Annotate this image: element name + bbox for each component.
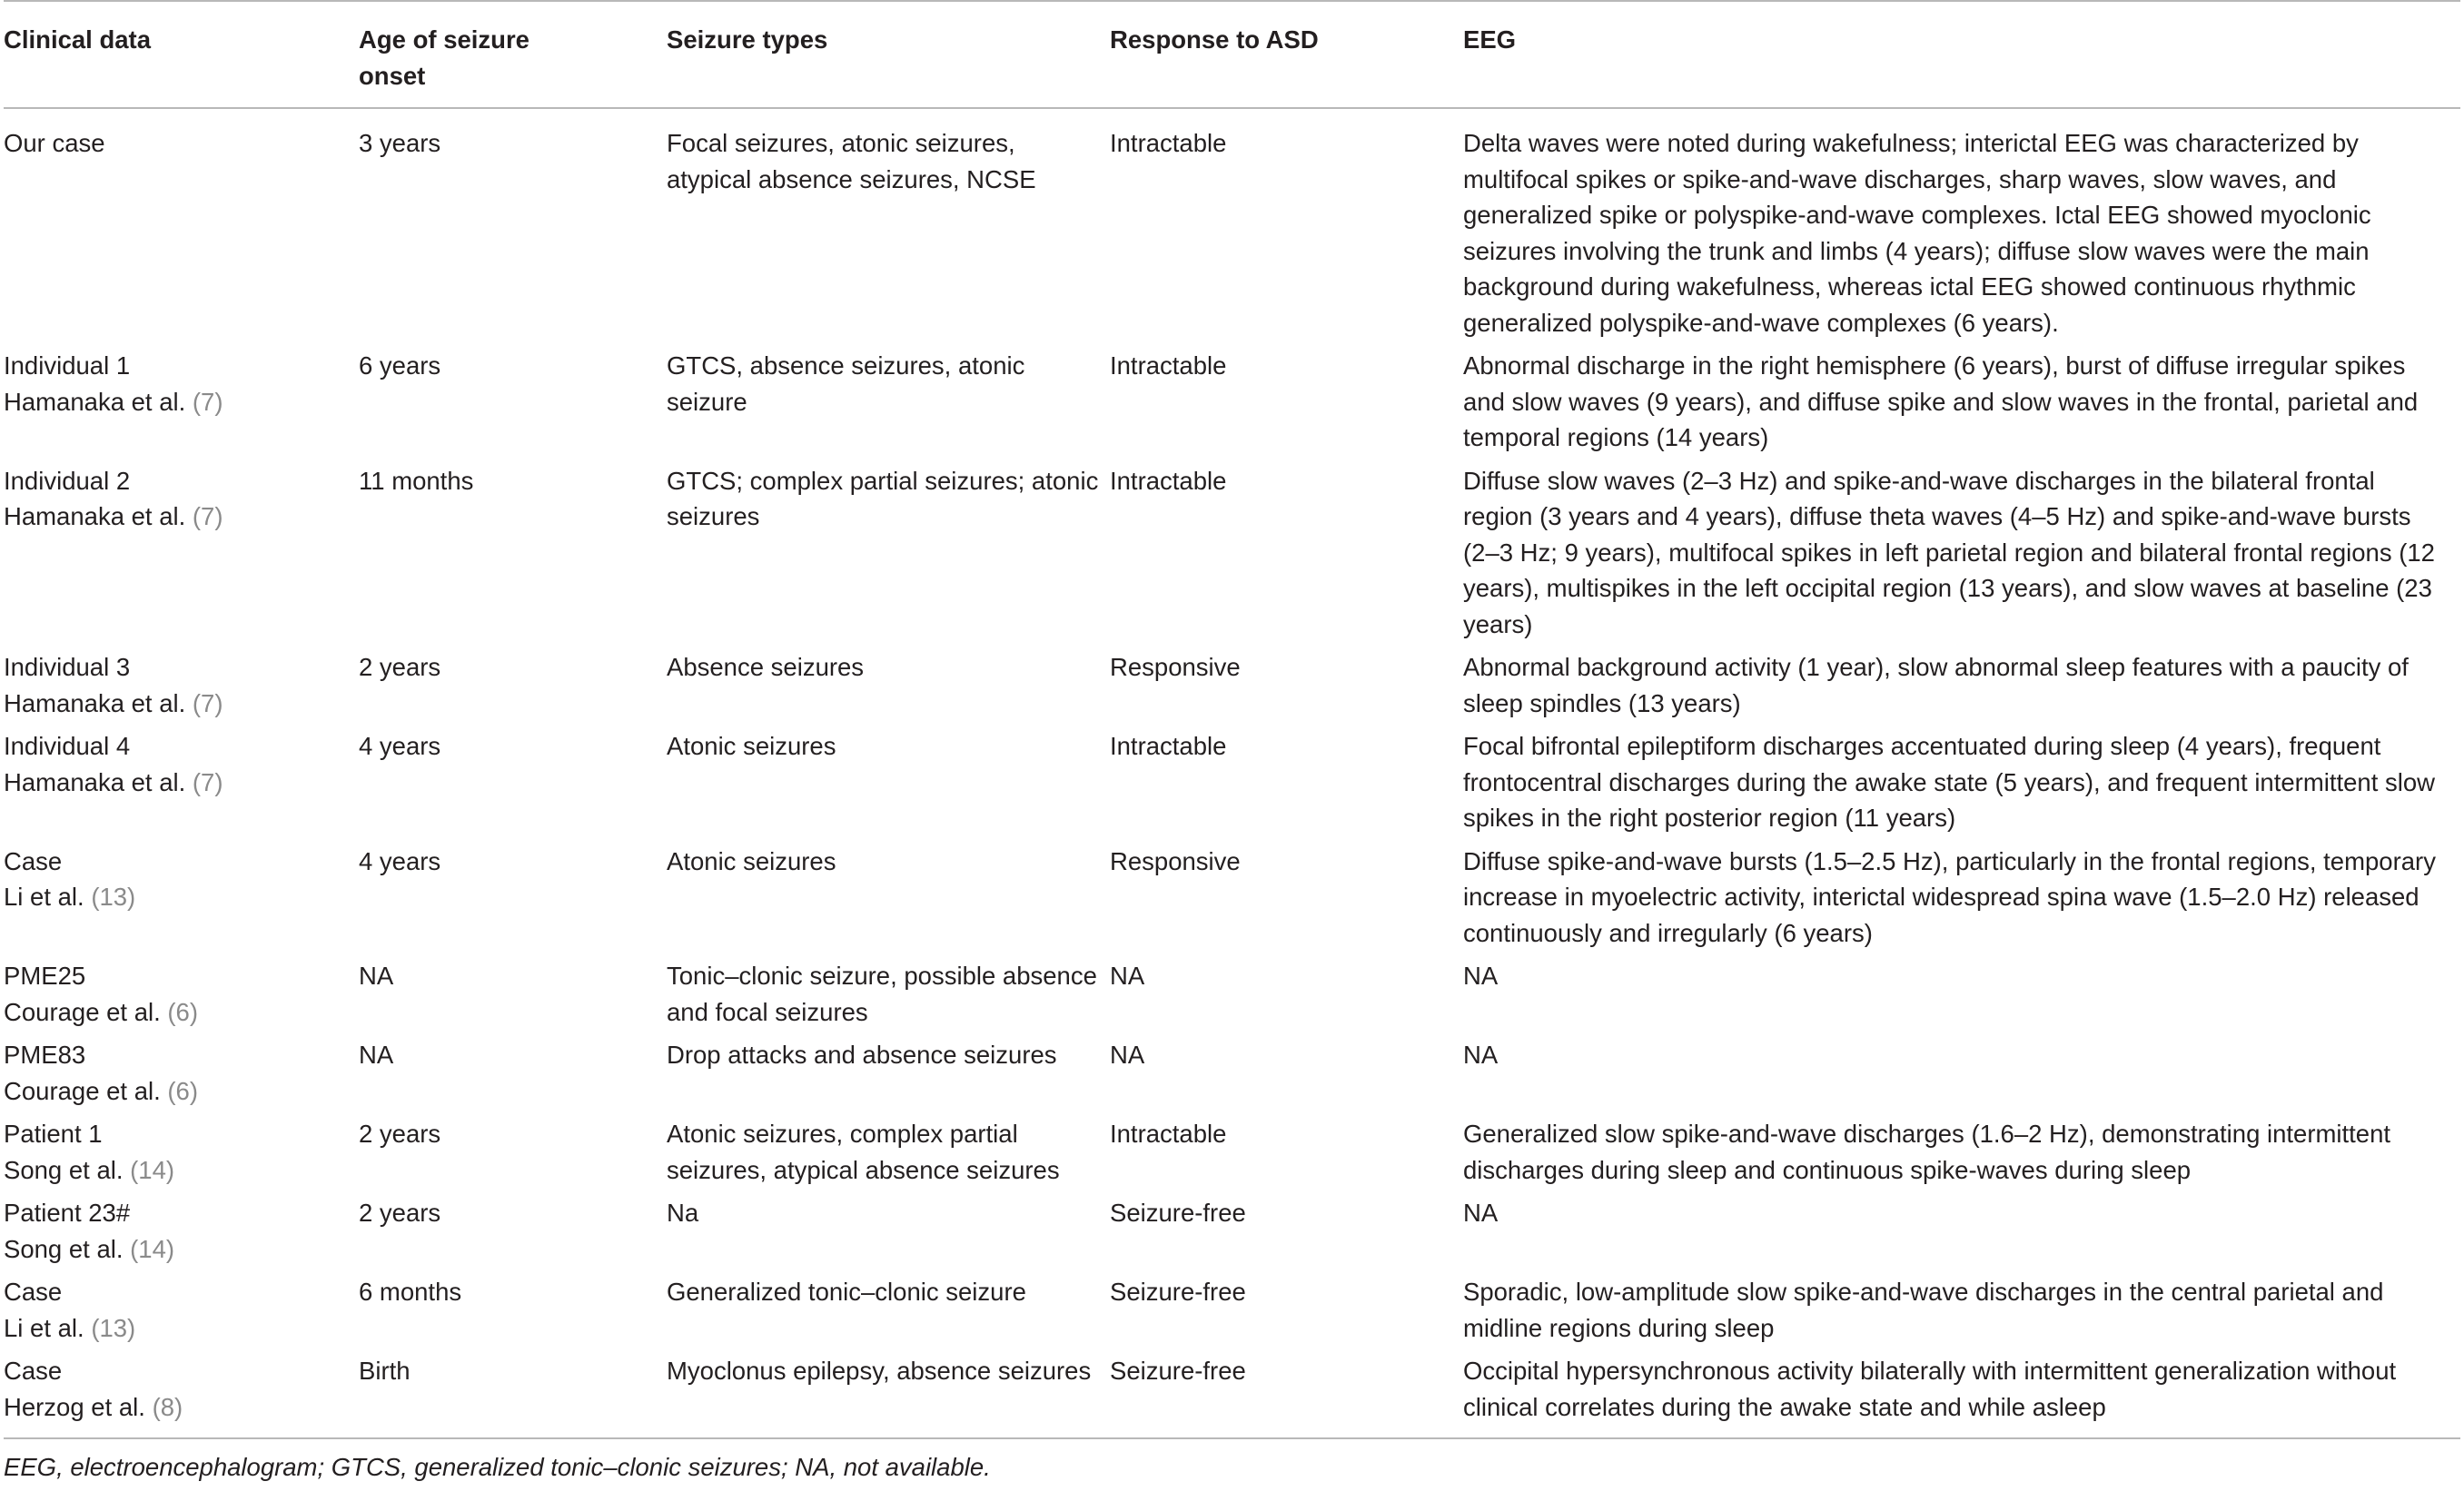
clinical-label: Patient 1 (4, 1120, 103, 1148)
citation-author: Courage et al. (4, 997, 168, 1026)
header-seizure-types: Seizure types (667, 1, 1110, 108)
reference-link[interactable]: (8) (152, 1392, 183, 1421)
reference-link[interactable]: (7) (192, 767, 223, 796)
citation (4, 1073, 348, 1110)
citation-author: Hamanaka et al. (4, 688, 193, 717)
table-row (4, 1195, 2460, 1274)
cell-clinical-data (4, 108, 359, 348)
citation-author: Herzog et al. (4, 1392, 153, 1421)
table-row (4, 649, 2460, 728)
cell-seizure-types: Tonic–clonic seizure, possible absence and focal seizures (667, 962, 1097, 1026)
cell-seizure-types: Myoclonus epilepsy, absence seizures (667, 1353, 1110, 1438)
cell-response-to-asd: NA (1110, 962, 1145, 990)
reference-link[interactable]: (14) (130, 1155, 175, 1184)
cell-clinical-data (4, 958, 359, 1037)
clinical-label: Individual 1 (4, 351, 131, 380)
cell-seizure-types: Na (667, 1199, 699, 1227)
cell-eeg: NA (1463, 1199, 1499, 1227)
cell-clinical-data (4, 1353, 359, 1438)
cell-eeg: Sporadic, low-amplitude slow spike-and-wave discharges in the central parietal and midline regions during sleep (1463, 1278, 2384, 1342)
clinical-label: PME83 (4, 1041, 86, 1069)
table-row (4, 108, 2460, 348)
table-row (4, 728, 2460, 844)
header-clinical-data: Clinical data (4, 1, 359, 108)
citation-author: Courage et al. (4, 1076, 168, 1105)
cell-seizure-types: Drop attacks and absence seizures (667, 1041, 1057, 1069)
cell-age-of-onset: 4 years (359, 846, 441, 875)
clinical-data-table (4, 0, 2460, 1439)
cell-age-of-onset: NA (359, 1041, 394, 1069)
table-row (4, 1353, 2460, 1438)
clinical-label: Our case (4, 129, 105, 157)
citation-author: Song et al. (4, 1234, 131, 1263)
cell-eeg: Abnormal background activity (1 year), slow abnormal sleep features with a paucity of sleep spindles (13 years) (1463, 653, 2409, 717)
cell-response-to-asd: NA (1110, 1041, 1145, 1069)
cell-clinical-data (4, 1274, 359, 1353)
table-row (4, 348, 2460, 463)
table-row (4, 1274, 2460, 1353)
reference-link[interactable]: (13) (91, 1313, 136, 1342)
cell-clinical-data (4, 844, 359, 959)
header-eeg: EEG (1463, 1, 2460, 108)
table-row (4, 958, 2460, 1037)
reference-link[interactable]: (7) (192, 502, 223, 530)
citation (4, 765, 348, 801)
cell-age-of-onset: 11 months (359, 466, 474, 495)
cell-clinical-data (4, 1037, 359, 1116)
cell-age-of-onset: NA (359, 962, 394, 990)
cell-eeg: Occipital hypersynchronous activity bilaterally with intermittent generalization without clinical correlates during the awake state and while asleep (1463, 1353, 2460, 1438)
clinical-label: Case (4, 846, 63, 875)
header-response-to-asd: Response to ASD (1110, 1, 1463, 108)
clinical-label: Patient 23# (4, 1199, 131, 1227)
cell-response-to-asd: Seizure-free (1110, 1278, 1246, 1306)
cell-response-to-asd: Responsive (1110, 846, 1241, 875)
citation-author: Li et al. (4, 1313, 92, 1342)
cell-response-to-asd: Responsive (1110, 653, 1241, 681)
cell-age-of-onset: Birth (359, 1353, 667, 1438)
reference-link[interactable]: (6) (167, 997, 199, 1026)
clinical-label: Individual 4 (4, 732, 131, 760)
reference-link[interactable]: (6) (167, 1076, 199, 1105)
clinical-label: Case (4, 1357, 63, 1385)
citation-author: Hamanaka et al. (4, 502, 193, 530)
cell-seizure-types: Generalized tonic–clonic seizure (667, 1278, 1026, 1306)
citation (4, 1310, 348, 1347)
citation (4, 1152, 348, 1189)
table-row (4, 463, 2460, 650)
cell-clinical-data (4, 348, 359, 463)
citation (4, 686, 348, 722)
header-age-of-onset: Age of seizure onset (359, 1, 667, 108)
cell-seizure-types: Focal seizures, atonic seizures, atypical absence seizures, NCSE (667, 129, 1036, 193)
citation-author: Li et al. (4, 883, 92, 911)
cell-eeg: Abnormal discharge in the right hemisphere (6 years), burst of diffuse irregular spikes and slow waves (9 years), and diffuse spike and slow waves in the frontal, parietal and temporal regions (14 years) (1463, 351, 2419, 451)
cell-age-of-onset: 2 years (359, 1120, 441, 1148)
citation-author: Hamanaka et al. (4, 387, 193, 416)
citation (4, 499, 348, 535)
table-row (4, 1037, 2460, 1116)
cell-response-to-asd: Seizure-free (1110, 1353, 1463, 1438)
table-row (4, 1116, 2460, 1195)
citation (4, 1389, 348, 1426)
clinical-label: Case (4, 1278, 63, 1306)
cell-response-to-asd: Intractable (1110, 1120, 1227, 1148)
cell-seizure-types: GTCS, absence seizures, atonic seizure (667, 351, 1025, 416)
clinical-label: Individual 3 (4, 653, 131, 681)
citation-author: Hamanaka et al. (4, 767, 193, 796)
cell-seizure-types: Absence seizures (667, 653, 865, 681)
cell-eeg: Diffuse spike-and-wave bursts (1.5–2.5 Hz), particularly in the frontal regions, temporary increase in myoelectric activity, interictal widespread spina wave (1.5–2.0 Hz) released continuously and irregularly (6 years) (1463, 846, 2436, 947)
cell-response-to-asd: Intractable (1110, 732, 1227, 760)
cell-clinical-data (4, 728, 359, 844)
cell-age-of-onset: 6 months (359, 1278, 462, 1306)
reference-link[interactable]: (7) (192, 688, 223, 717)
cell-age-of-onset: 6 years (359, 351, 441, 380)
cell-clinical-data (4, 649, 359, 728)
table-row (4, 844, 2460, 959)
reference-link[interactable]: (13) (91, 883, 136, 911)
cell-age-of-onset: 3 years (359, 129, 441, 157)
clinical-label: Individual 2 (4, 466, 131, 495)
cell-eeg: NA (1463, 962, 1499, 990)
cell-eeg: NA (1463, 1041, 1499, 1069)
reference-link[interactable]: (7) (192, 387, 223, 416)
cell-age-of-onset: 2 years (359, 1199, 441, 1227)
cell-seizure-types: GTCS; complex partial seizures; atonic seizures (667, 466, 1099, 530)
table-footnote: EEG, electroencephalogram; GTCS, generalized tonic–clonic seizures; NA, not available. (4, 1453, 991, 1481)
cell-response-to-asd: Intractable (1110, 351, 1227, 380)
cell-clinical-data (4, 463, 359, 650)
citation (4, 384, 348, 420)
citation (4, 879, 348, 915)
cell-seizure-types: Atonic seizures (667, 732, 836, 760)
cell-age-of-onset: 2 years (359, 653, 441, 681)
citation-author: Song et al. (4, 1155, 131, 1184)
cell-eeg: Delta waves were noted during wakefulness; interictal EEG was characterized by multifocal spikes or spike-and-wave discharges, sharp waves, slow waves, and generalized spike or polyspike-and-wave complexes. Ictal EEG showed myoclonic seizures involving the trunk and limbs (4 years); diffuse slow waves were the main background during wakefulness, whereas ictal EEG showed continuous rhythmic generalized polyspike-and-wave complexes (6 years). (1463, 129, 2371, 337)
cell-eeg: Diffuse slow waves (2–3 Hz) and spike-and-wave discharges in the bilateral frontal region (3 years and 4 years), diffuse theta waves (4–5 Hz) and spike-and-wave bursts (2–3 Hz; 9 years), multifocal spikes in left parietal region and bilateral frontal regions (12 years), multispikes in the left occipital region (13 years), and slow waves at baseline (23 years) (1463, 466, 2435, 638)
cell-response-to-asd: Seizure-free (1110, 1199, 1246, 1227)
citation (4, 1231, 348, 1268)
cell-eeg: Focal bifrontal epileptiform discharges accentuated during sleep (4 years), frequent frontocentral discharges during the awake state (5 years), and frequent intermittent slow spikes in the right posterior region (11 years) (1463, 732, 2436, 832)
cell-clinical-data (4, 1195, 359, 1274)
cell-age-of-onset: 4 years (359, 732, 441, 760)
cell-seizure-types: Atonic seizures (667, 846, 836, 875)
cell-seizure-types: Atonic seizures, complex partial seizures, atypical absence seizures (667, 1120, 1060, 1184)
cell-clinical-data (4, 1116, 359, 1195)
cell-response-to-asd: Intractable (1110, 129, 1227, 157)
citation (4, 994, 348, 1031)
cell-response-to-asd: Intractable (1110, 466, 1227, 495)
clinical-label: PME25 (4, 962, 86, 990)
reference-link[interactable]: (14) (130, 1234, 175, 1263)
cell-eeg: Generalized slow spike-and-wave discharges (1.6–2 Hz), demonstrating intermittent discharges during sleep and continuous spike-waves during sleep (1463, 1120, 2391, 1184)
table-body (4, 108, 2460, 1438)
table-header-row (4, 1, 2460, 108)
